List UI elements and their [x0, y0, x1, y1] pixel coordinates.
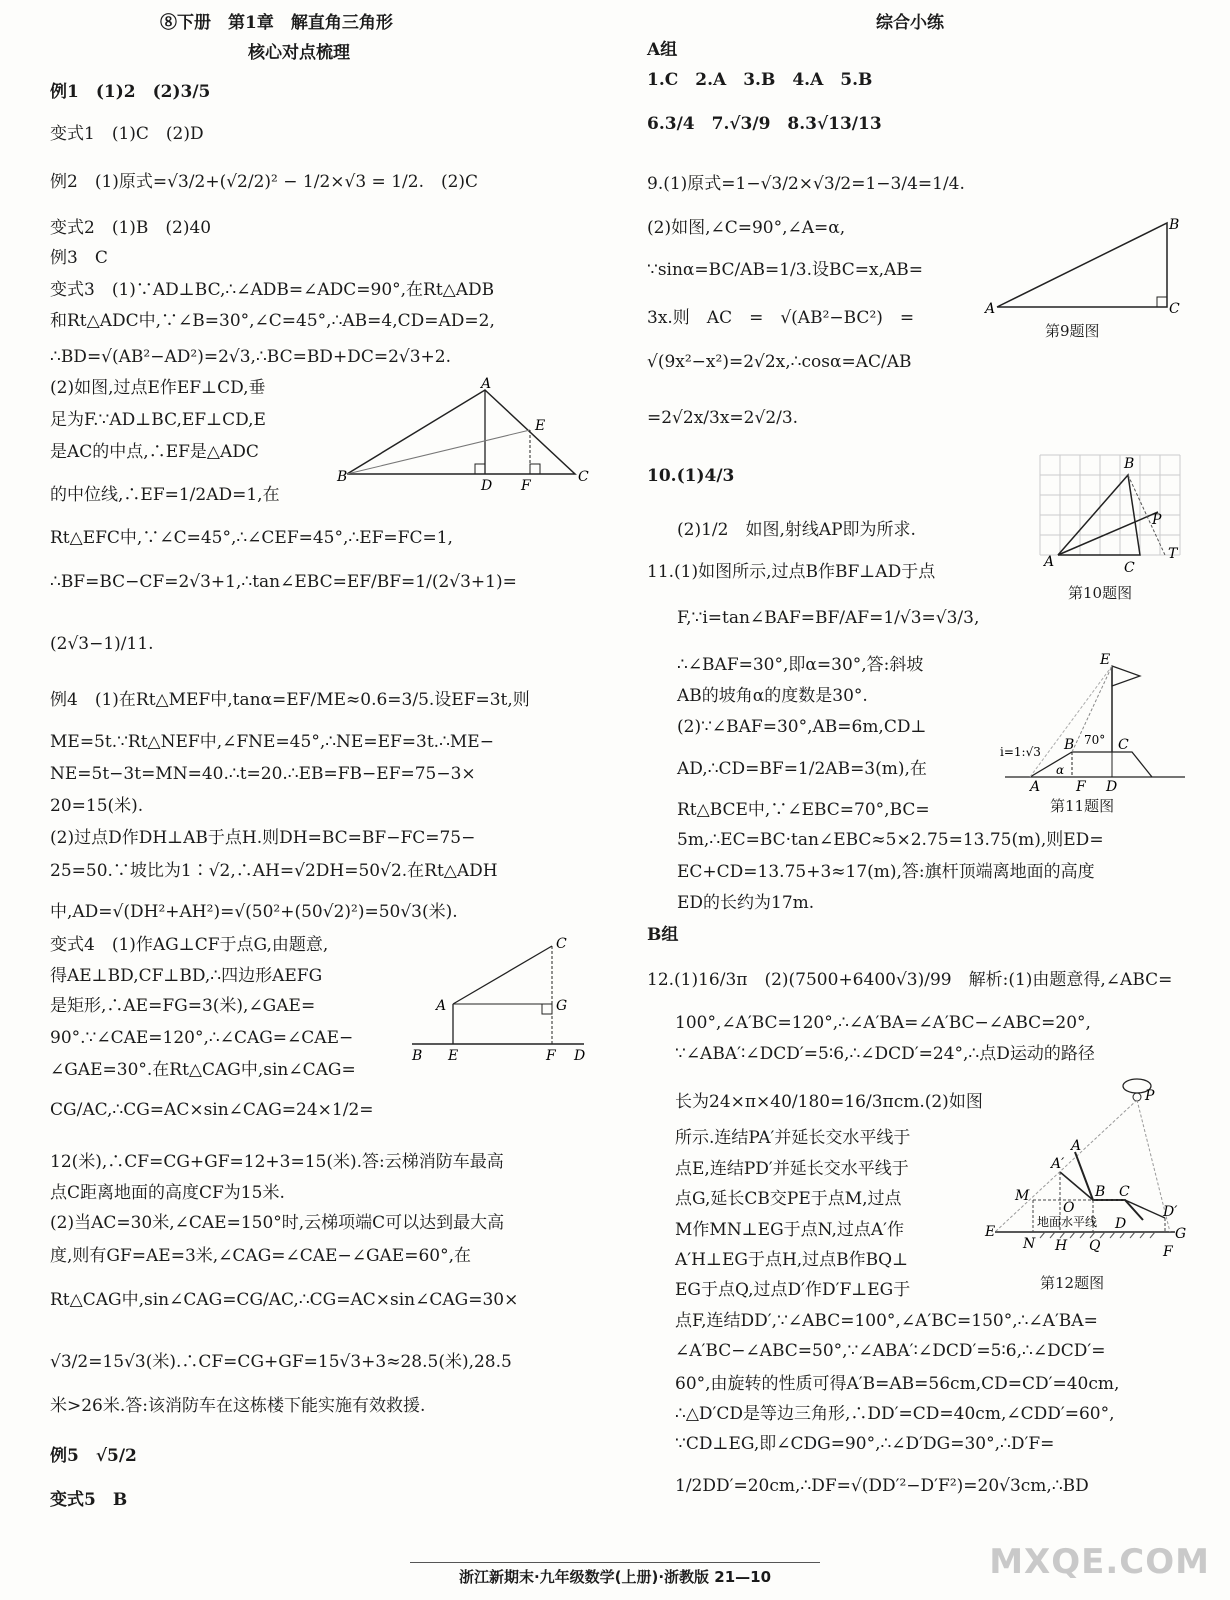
text-line: 点E,连结PD′并延长交水平线于 — [675, 1159, 909, 1179]
text-line: 3x.则 AC = √(AB²−BC²) = — [647, 308, 915, 328]
svg-text:F: F — [1076, 779, 1086, 795]
svg-text:E: E — [1100, 652, 1111, 668]
right-section-header: 综合小练 — [876, 13, 944, 33]
text-line: √3/2=15√3(米).∴CF=CG+GF=15√3+3≈28.5(米),28.5 — [50, 1352, 512, 1372]
text-line: (2)∵∠BAF=30°,AB=6m,CD⊥ — [677, 717, 927, 737]
svg-text:C: C — [556, 936, 567, 952]
svg-text:B: B — [1064, 737, 1075, 753]
svg-text:F: F — [1163, 1244, 1173, 1260]
text-line: 1.C 2.A 3.B 4.A 5.B — [647, 70, 873, 90]
svg-text:A: A — [436, 998, 447, 1014]
text-line: 20=15(米). — [50, 796, 144, 816]
svg-text:C: C — [1118, 737, 1129, 753]
svg-text:F: F — [521, 478, 531, 494]
svg-text:A′: A′ — [1051, 1156, 1065, 1172]
text-line: 变式1 (1)C (2)D — [50, 124, 204, 144]
text-line: CG/AC,∴CG=AC×sin∠CAG=24×1/2= — [50, 1100, 374, 1120]
text-line: ∴BD=√(AB²−AD²)=2√3,∴BC=BD+DC=2√3+2. — [50, 347, 451, 367]
text-line: 所示.连结PA′并延长交水平线于 — [675, 1128, 911, 1148]
svg-text:Q: Q — [1089, 1238, 1101, 1254]
text-line: 例5 √5/2 — [50, 1446, 137, 1466]
svg-text:D: D — [1115, 1216, 1127, 1232]
svg-text:D′: D′ — [1163, 1204, 1178, 1220]
text-line: 点C距离地面的高度CF为15米. — [50, 1183, 285, 1203]
angle-label: 70° — [1084, 733, 1106, 747]
svg-text:α: α — [1056, 763, 1065, 777]
svg-text:D: D — [481, 478, 493, 494]
svg-text:A: A — [481, 376, 492, 392]
text-line: 5m,∴EC=BC·tan∠EBC≈5×2.75=13.75(m),则ED= — [677, 830, 1104, 850]
text-line: (2)当AC=30米,∠CAE=150°时,云梯项端C可以达到最大高 — [50, 1213, 505, 1233]
text-line: 例1 (1)2 (2)3/5 — [50, 82, 211, 102]
svg-text:T: T — [1168, 546, 1178, 562]
watermark: MXQE.COM — [989, 1542, 1210, 1582]
text-line: 得AE⊥BD,CF⊥BD,∴四边形AEFG — [50, 966, 323, 986]
text-line: EC+CD=13.75+3≈17(m),答:旗杆顶端离地面的高度 — [677, 862, 1095, 882]
text-line: NE=5t−3t=MN=40.∴t=20.∴EB=FB−EF=75−3× — [50, 764, 476, 784]
svg-text:E: E — [448, 1048, 459, 1064]
text-line: 变式3 (1)∵AD⊥BC,∴∠ADB=∠ADC=90°,在Rt△ADB — [50, 280, 495, 300]
text-line: ∵∠ABA′∶∠DCD′=5∶6,∴∠DCD′=24°,∴点D运动的路径 — [675, 1044, 1095, 1064]
slope-label: i=1:√3 — [1000, 745, 1041, 759]
svg-text:C: C — [578, 469, 589, 485]
svg-text:P: P — [1152, 512, 1162, 528]
text-line: ∴△D′CD是等边三角形,∴DD′=CD=40cm,∠CDD′=60°, — [675, 1404, 1115, 1424]
svg-text:N: N — [1023, 1236, 1036, 1252]
text-line: (2)如图,过点E作EF⊥CD,垂 — [50, 378, 266, 398]
svg-text:B: B — [1169, 217, 1180, 233]
text-line: ∵CD⊥EG,即∠CDG=90°,∴∠D′DG=30°,∴D′F= — [675, 1434, 1055, 1454]
svg-text:A: A — [985, 301, 996, 317]
text-line: 度,则有GF=AE=3米,∠CAG=∠CAE−∠GAE=60°,在 — [50, 1246, 471, 1266]
text-line: 10.(1)4/3 — [647, 466, 735, 486]
svg-text:A: A — [1044, 554, 1055, 570]
group-heading: A组 — [647, 40, 678, 60]
svg-text:D: D — [574, 1048, 586, 1064]
text-line: ∵sinα=BC/AB=1/3.设BC=x,AB= — [647, 260, 924, 280]
svg-text:G: G — [556, 998, 568, 1014]
ground-label: 地面水平线 — [1037, 1215, 1098, 1229]
svg-text:B: B — [337, 469, 348, 485]
text-line: 点G,延长CB交PE于点M,过点 — [675, 1189, 902, 1209]
svg-text:F: F — [546, 1048, 556, 1064]
figure-11 — [1000, 652, 1190, 795]
svg-text:B: B — [1124, 456, 1135, 472]
svg-text:M: M — [1015, 1188, 1030, 1204]
text-line: 90°.∵∠CAE=120°,∴∠CAG=∠CAE− — [50, 1028, 354, 1048]
svg-text:A: A — [1030, 779, 1041, 795]
page-footer: 浙江新期末·九年级数学(上册)·浙教版 21—10 — [410, 1562, 820, 1591]
text-line: ∠A′BC−∠ABC=50°,∵∠ABA′∶∠DCD′=5∶6,∴∠DCD′= — [675, 1341, 1106, 1361]
chapter-header: ⑧下册 第1章 解直角三角形 — [160, 13, 393, 33]
text-line: 长为24×π×40/180=16/3πcm.(2)如图 — [675, 1092, 983, 1112]
text-line: 60°,由旋转的性质可得A′B=AB=56cm,CD=CD′=40cm, — [675, 1374, 1120, 1394]
svg-text:C: C — [1119, 1184, 1130, 1200]
text-line: 变式4 (1)作AG⊥CF于点G,由题意, — [50, 935, 329, 955]
svg-text:G: G — [1175, 1226, 1187, 1242]
ladder-figure-variant4 — [408, 932, 590, 1067]
figure-9 — [985, 215, 1180, 315]
text-line: √(9x²−x²)=2√2x,∴cosα=AC/AB — [647, 352, 912, 372]
svg-text:O: O — [1063, 1200, 1075, 1216]
svg-text:E: E — [985, 1224, 996, 1240]
text-line: (2√3−1)/11. — [50, 634, 154, 654]
figure-10 — [1030, 450, 1190, 580]
text-line: =2√2x/3x=2√2/3. — [647, 408, 799, 428]
text-line: 6.3/4 7.√3/9 8.3√13/13 — [647, 114, 882, 134]
text-line: 11.(1)如图所示,过点B作BF⊥AD于点 — [647, 562, 936, 582]
text-line: 9.(1)原式=1−√3/2×√3/2=1−3/4=1/4. — [647, 174, 965, 194]
svg-text:D: D — [1106, 779, 1118, 795]
text-line: 是矩形,∴AE=FG=3(米),∠GAE= — [50, 996, 316, 1016]
text-line: 100°,∠A′BC=120°,∴∠A′BA=∠A′BC−∠ABC=20°, — [675, 1013, 1091, 1033]
text-line: 和Rt△ADC中,∵∠B=30°,∠C=45°,∴AB=4,CD=AD=2, — [50, 311, 495, 331]
text-line: 变式5 B — [50, 1490, 128, 1510]
text-line: Rt△BCE中,∵∠EBC=70°,BC= — [677, 800, 930, 820]
text-line: 12.(1)16/3π (2)(7500+6400√3)/99 解析:(1)由题意得,∠ABC= — [647, 970, 1173, 990]
text-line: 12(米),∴CF=CG+GF=12+3=15(米).答:云梯消防车最高 — [50, 1152, 504, 1172]
section-header: 核心对点梳理 — [248, 43, 350, 63]
text-line: Rt△CAG中,sin∠CAG=CG/AC,∴CG=AC×sin∠CAG=30× — [50, 1290, 519, 1310]
text-line: M作MN⊥EG于点N,过点A′作 — [675, 1220, 904, 1240]
text-line: ∠GAE=30°.在Rt△CAG中,sin∠CAG= — [50, 1060, 356, 1080]
text-line: 变式2 (1)B (2)40 — [50, 218, 212, 238]
text-line: (2)过点D作DH⊥AB于点H.则DH=BC=BF−FC=75− — [50, 828, 476, 848]
triangle-figure-variant3 — [335, 378, 590, 493]
figure-10-caption: 第10题图 — [1068, 584, 1133, 602]
text-line: (2)如图,∠C=90°,∠A=α, — [647, 218, 846, 238]
text-line: 米>26米.答:该消防车在这栋楼下能实施有效救援. — [50, 1396, 426, 1416]
text-line: 是AC的中点,∴EF是△ADC — [50, 442, 259, 462]
figure-12 — [985, 1072, 1185, 1267]
figure-11-caption: 第11题图 — [1050, 797, 1115, 815]
text-line: Rt△EFC中,∵∠C=45°,∴∠CEF=45°,∴EF=FC=1, — [50, 528, 453, 548]
text-line: 中,AD=√(DH²+AH²)=√(50²+(50√2)²)=50√3(米). — [50, 902, 458, 922]
figure-9-caption: 第9题图 — [1045, 322, 1100, 340]
figure-12-caption: 第12题图 — [1040, 1274, 1105, 1292]
text-line: 例4 (1)在Rt△MEF中,tanα=EF/ME≈0.6=3/5.设EF=3t,则 — [50, 690, 530, 710]
text-line: EG于点Q,过点D′作D′F⊥EG于 — [675, 1280, 911, 1300]
svg-text:P: P — [1145, 1088, 1155, 1104]
text-line: ED的长约为17m. — [677, 893, 815, 913]
text-line: 25=50.∵坡比为1∶√2,∴AH=√2DH=50√2.在Rt△ADH — [50, 861, 498, 881]
group-heading: B组 — [647, 925, 679, 945]
svg-text:H: H — [1055, 1238, 1068, 1254]
svg-text:B: B — [1095, 1184, 1106, 1200]
svg-text:C: C — [1169, 301, 1180, 317]
text-line: AB的坡角α的度数是30°. — [677, 686, 868, 706]
text-line: A′H⊥EG于点H,过点B作BQ⊥ — [675, 1250, 909, 1270]
text-line: 点F,连结DD′,∵∠ABC=100°,∠A′BC=150°,∴∠A′BA= — [675, 1311, 1098, 1331]
text-line: 例2 (1)原式=√3/2+(√2/2)² − 1/2×√3 = 1/2. (2)C — [50, 172, 479, 192]
text-line: F,∵i=tan∠BAF=BF/AF=1/√3=√3/3, — [677, 608, 980, 628]
text-line: 足为F.∵AD⊥BC,EF⊥CD,E — [50, 410, 266, 430]
text-line: AD,∴CD=BF=1/2AB=3(m),在 — [677, 759, 927, 779]
text-line: 1/2DD′=20cm,∴DF=√(DD′²−D′F²)=20√3cm,∴BD — [675, 1476, 1089, 1496]
svg-text:C: C — [1124, 560, 1135, 576]
text-line: 例3 C — [50, 248, 108, 268]
text-line: 的中位线,∴EF=1/2AD=1,在 — [50, 485, 280, 505]
text-line: ∴∠BAF=30°,即α=30°,答:斜坡 — [677, 655, 924, 675]
text-line: ME=5t.∵Rt△NEF中,∠FNE=45°,∴NE=EF=3t.∴ME− — [50, 732, 494, 752]
text-line: (2)1/2 如图,射线AP即为所求. — [677, 520, 916, 540]
text-line: ∴BF=BC−CF=2√3+1,∴tan∠EBC=EF/BF=1/(2√3+1)= — [50, 572, 517, 592]
svg-text:A: A — [1071, 1138, 1082, 1154]
svg-text:E: E — [535, 418, 546, 434]
svg-text:B: B — [412, 1048, 423, 1064]
